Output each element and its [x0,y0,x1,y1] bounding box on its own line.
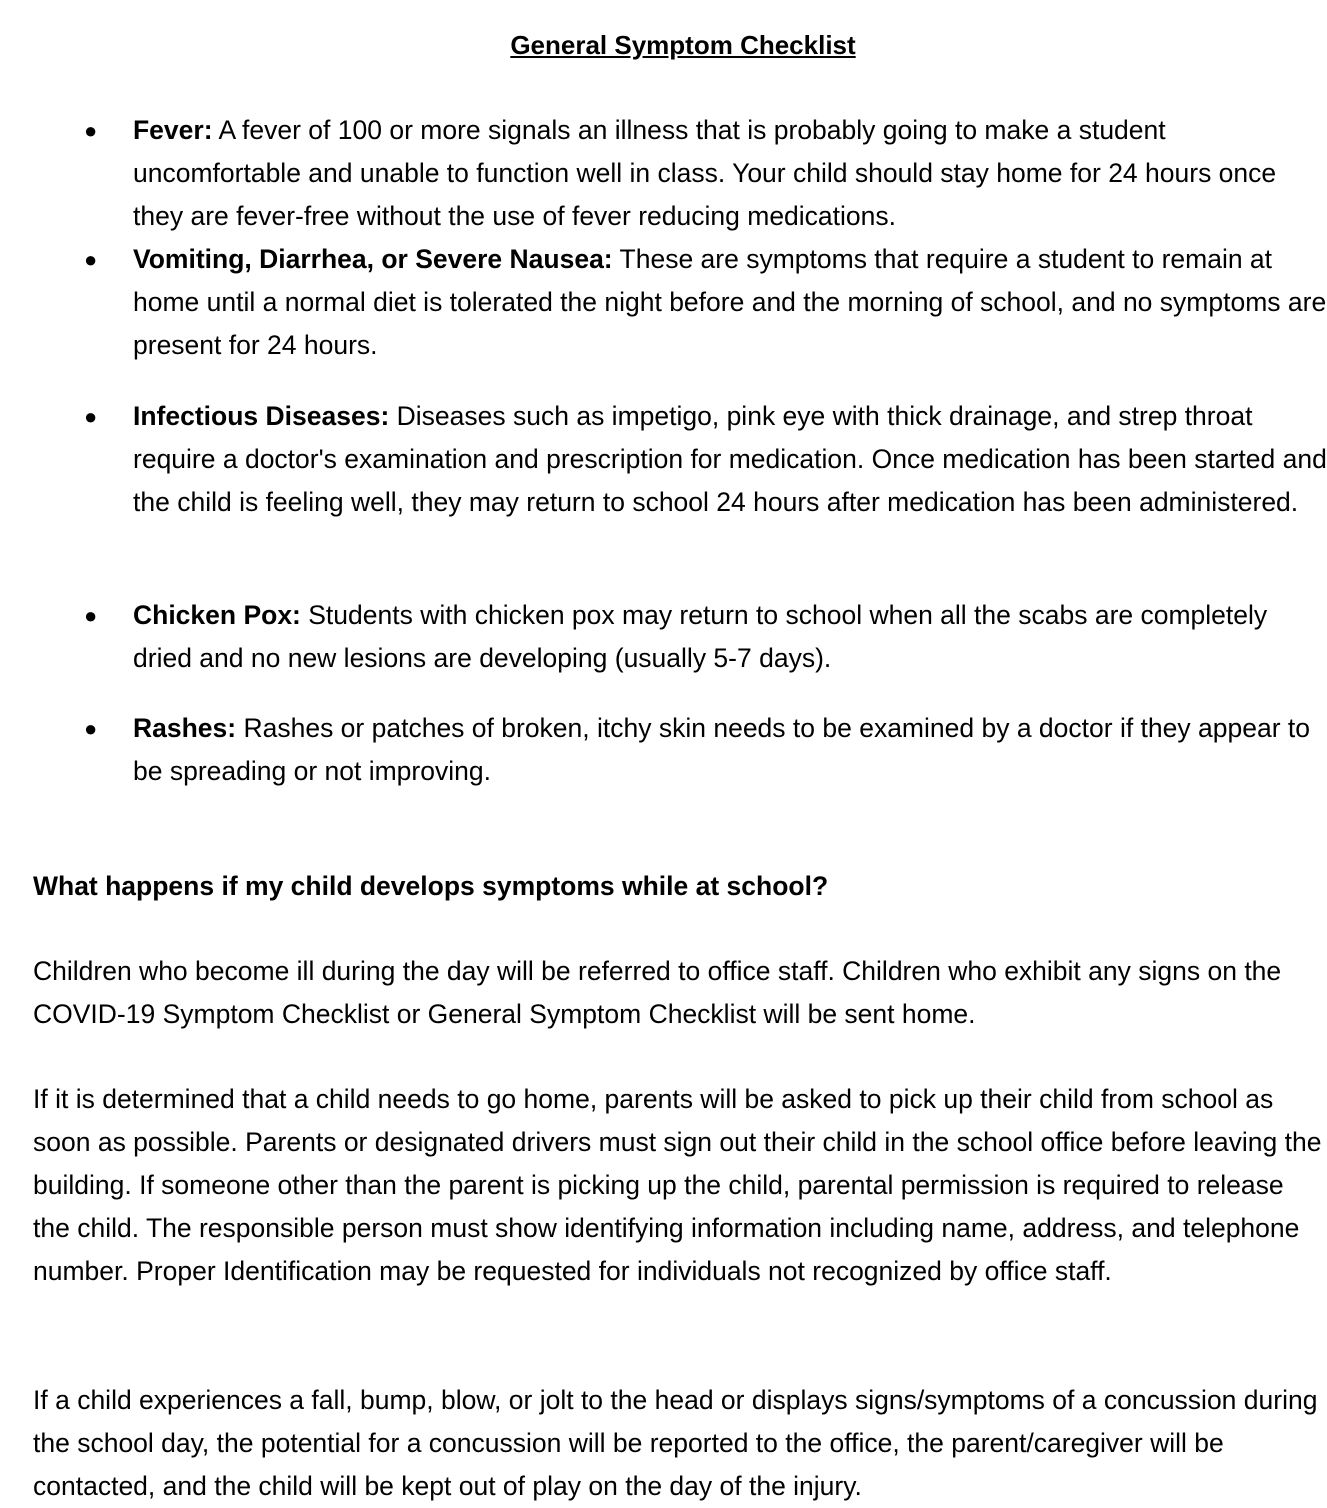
bullet-dot: ● [84,118,98,143]
bullet-label: Vomiting, Diarrhea, or Severe Nausea: [133,244,613,274]
bullet-item-fever [133,109,1327,238]
bullet-text: A fever of 100 or more signals an illness that is probably going to make a student uncomfortable and unable to function well in class. Your child should stay home for 24 hours once they are fever-free without the use of fever reducing medications. [133,115,1277,231]
bullet-label: Rashes: [133,713,237,743]
paragraph-concussion: If a child experiences a fall, bump, blow, or jolt to the head or displays signs/symptoms of a concussion during the school day, the potential for a concussion will be reported to the office, the parent/caregiver will be contacted, and the child will be kept out of play on the day of the injury. [33,1385,1318,1501]
bullet-dot: ● [84,603,98,628]
bullet-dot: ● [84,404,98,429]
bullet-label: Chicken Pox: [133,600,301,630]
bullet-item-chicken-pox [133,594,1327,680]
bullet-dot: ● [84,247,98,272]
section-heading: What happens if my child develops symptoms while at school? [33,871,829,901]
bullet-text: Rashes or patches of broken, itchy skin needs to be examined by a doctor if they appear to be spreading or not improving. [133,713,1310,786]
bullet-text: Students with chicken pox may return to school when all the scabs are completely dried and no new lesions are developing (usually 5-7 days). [133,600,1268,673]
bullet-dot: ● [84,716,98,741]
bullet-item-rashes [133,707,1327,793]
paragraph-pickup-policy: If it is determined that a child needs to go home, parents will be asked to pick up their child from school as soon as possible. Parents or designated drivers must sign out their child in the school office before leaving the building. If someone other than the parent is picking up the child, parental permission is required to release the child. The responsible person must show identifying information including name, address, and telephone number. Proper Identification may be requested for individuals not recognized by office staff. [33,1084,1322,1286]
bullet-text: These are symptoms that require a student to remain at home until a normal diet is tolerated the night before and the morning of school, and no symptoms are present for 24 hours. [133,244,1327,360]
bullet-item-vomiting [133,238,1327,367]
paragraph-ill-during-day: Children who become ill during the day will be referred to office staff. Children who exhibit any signs on the COVID-19 Symptom Checklist or General Symptom Checklist will be sent home. [33,956,1282,1029]
bullet-label: Fever: [133,115,213,145]
page-title: General Symptom Checklist [510,30,856,60]
bullet-item-infectious-diseases [133,395,1327,524]
bullet-text: Diseases such as impetigo, pink eye with thick drainage, and strep throat require a doctor's examination and prescription for medication. Once medication has been started and the child is feeling well, they may return to school 24 hours after medication has been administered. [133,401,1327,517]
bullet-label: Infectious Diseases: [133,401,390,431]
